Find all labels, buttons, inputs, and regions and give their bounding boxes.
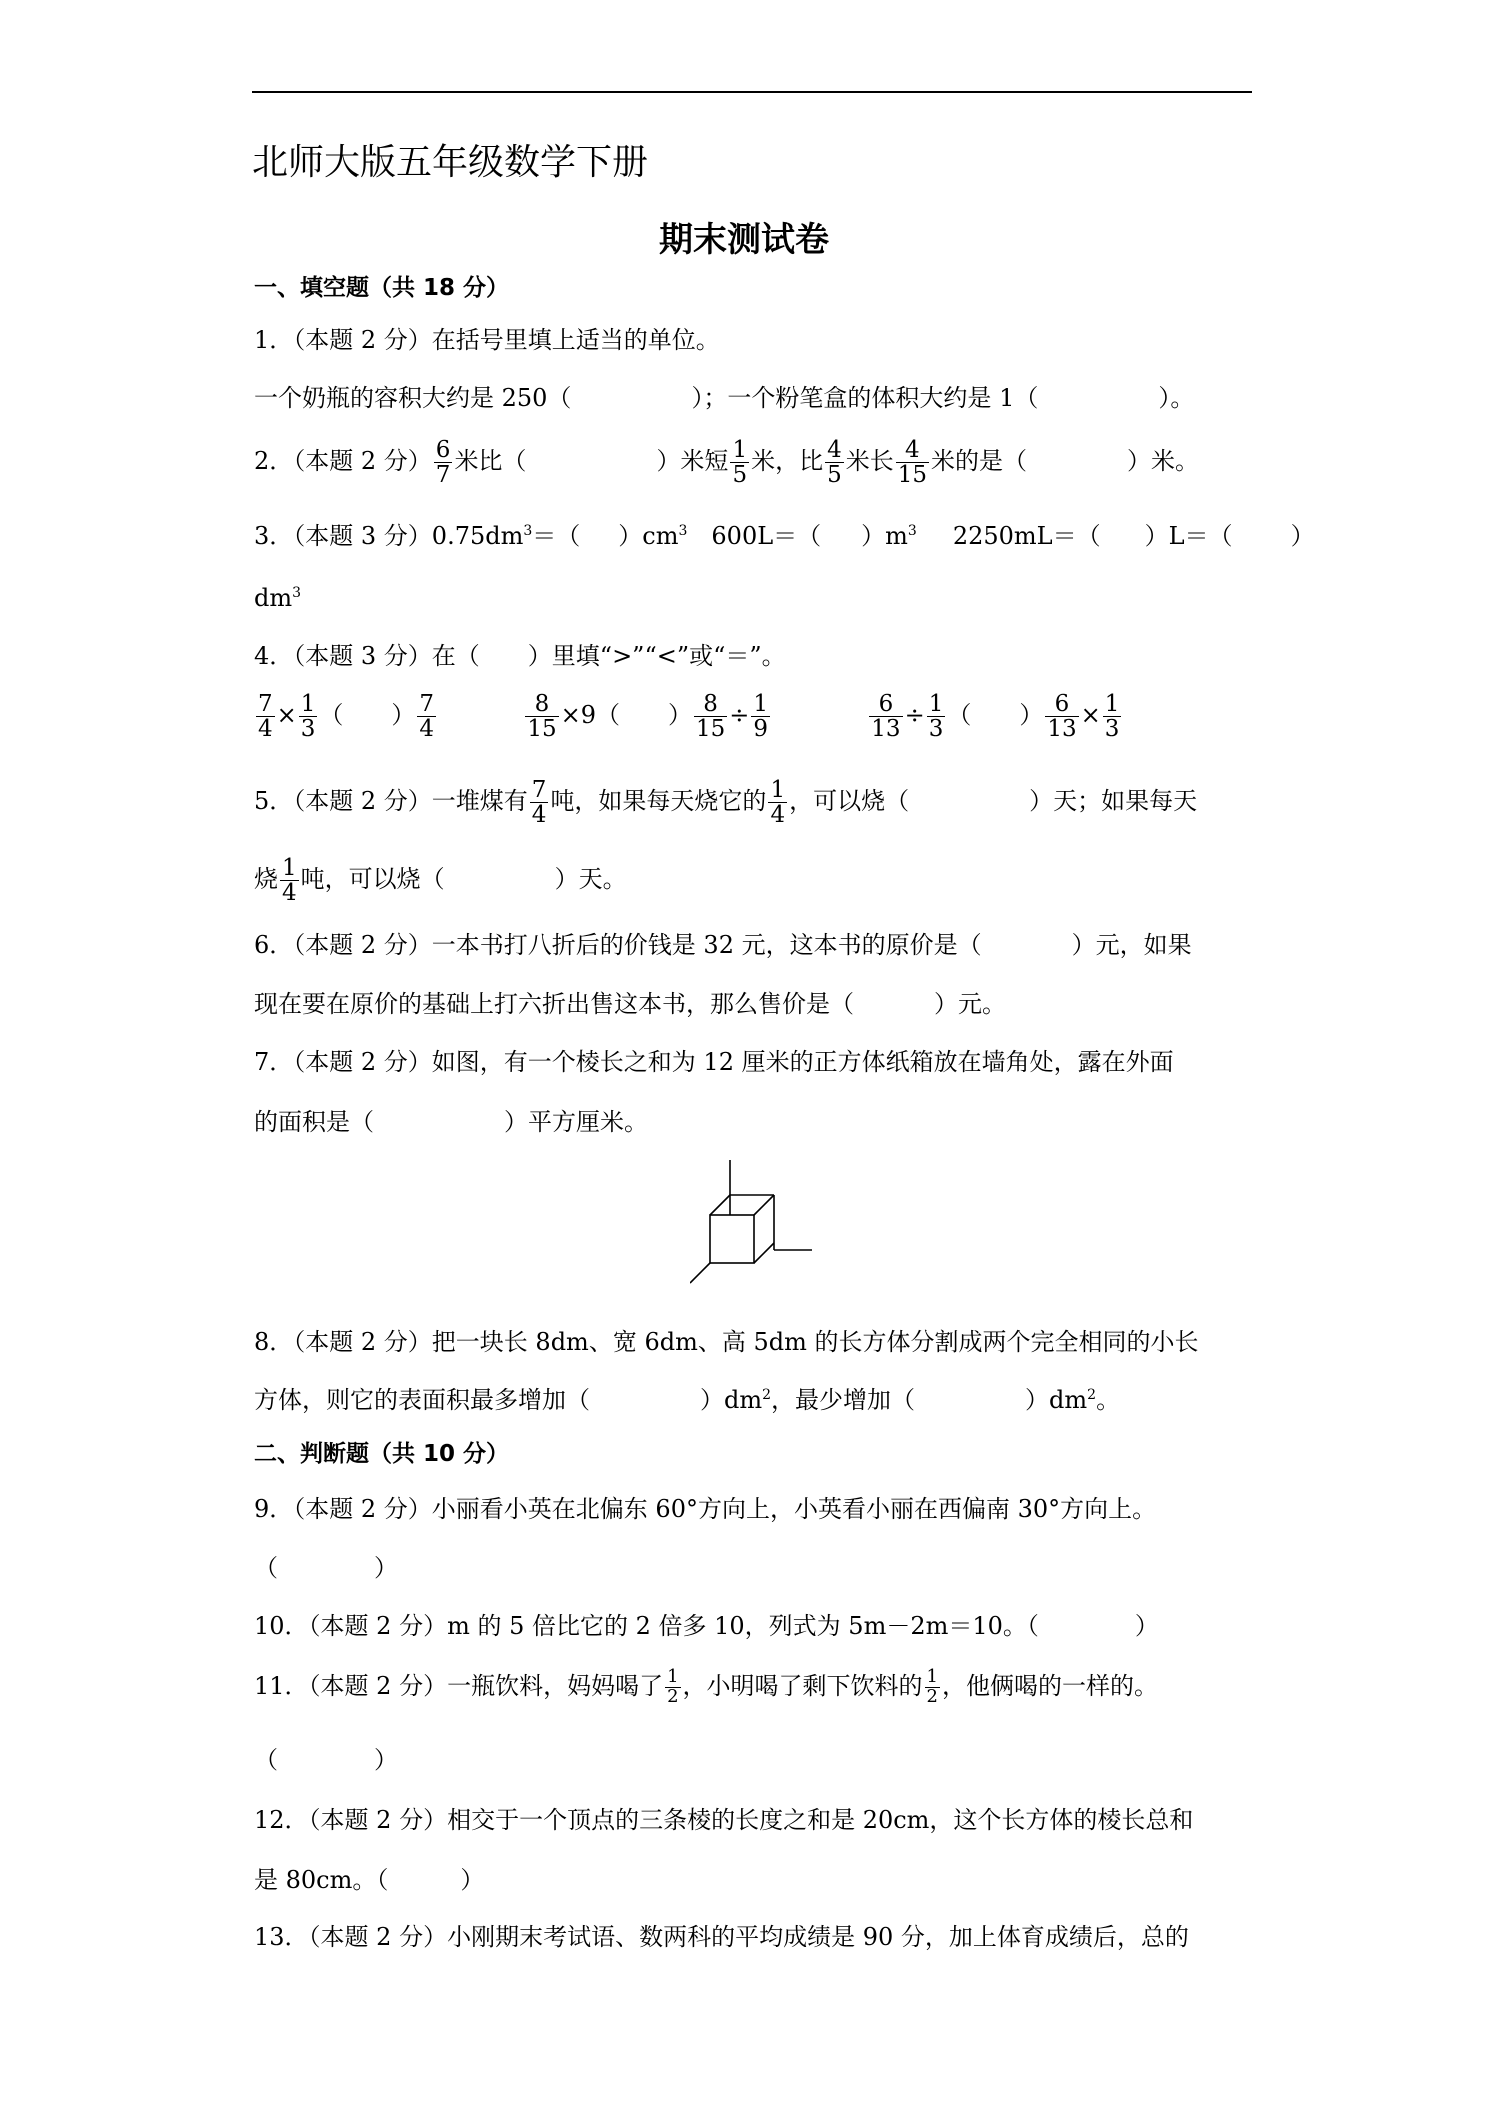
fraction: $\frac{8}{15}$ [695,691,726,743]
fraction: $\frac{4}{15}$ [897,437,927,489]
header-rule [252,91,1252,93]
exam-title: 期末测试卷 [659,220,829,260]
fraction: $\frac{1}{5}$ [732,437,748,489]
question-3: 3．（本题 3 分）$0.75dm^3=$（ ）$cm^3$ 600L＝（ ）$m^3$ 2250mL＝（ ）L＝（ ） [254,522,1315,550]
fraction: $\frac{1}{2}$ [926,1666,938,1707]
question-9: 9．（本题 2 分）小丽看小英在北偏东 60°方向上，小英看小丽在西偏南 30°方向上。 [254,1495,1157,1523]
question-5-line2: 烧 $\frac{1}{4}$ 吨，可以烧（ ）天。 [254,855,627,907]
question-3-wrap: $dm^3$ [254,584,302,612]
question-10: 10．（本题 2 分）m 的 5 倍比它的 2 倍多 10，列式为 5m－2m＝10。（ ） [254,1612,1159,1640]
question-6: 6．（本题 2 分）一本书打八折后的价钱是 32 元，这本书的原价是（ ）元，如果 [254,931,1192,959]
question-5: 5．（本题 2 分）一堆煤有 $\frac{7}{4}$ 吨，如果每天烧它的 $\frac{1}{4}$ ，可以烧（ ）天；如果每天 [254,777,1198,829]
fraction: $\frac{1}{9}$ [753,691,769,743]
fraction: $\frac{7}{4}$ [419,691,435,743]
question-2: 2．（本题 2 分） $\frac{6}{7}$ 米比（ ）米短 $\frac{1}{5}$ 米，比 $\frac{4}{5}$ 米长 $\frac{4}{15}$ 米的是（ ）米。 [254,437,1199,489]
section-true-false-title: 二、判断题（共 10 分） [254,1441,510,1467]
fraction: $\frac{1}{3}$ [928,691,944,743]
question-11-answer: （ ） [254,1746,398,1774]
fraction: $\frac{1}{3}$ [1104,691,1120,743]
fraction: $\frac{6}{7}$ [435,437,451,489]
fraction: $\frac{8}{15}$ [527,691,557,743]
question-7-line2: 的面积是（ ）平方厘米。 [254,1108,648,1136]
question-6-line2: 现在要在原价的基础上打六折出售这本书，那么售价是（ ）元。 [254,990,1006,1018]
question-1: 1．（本题 2 分）在括号里填上适当的单位。 [254,326,720,354]
question-12: 12．（本题 2 分）相交于一个顶点的三条棱的长度之和是 20cm，这个长方体的棱长总和 [254,1806,1194,1834]
cube-corner-diagram [690,1160,820,1300]
question-11: 11．（本题 2 分）一瓶饮料，妈妈喝了 $\frac{1}{2}$ ，小明喝了剩下饮料的 $\frac{1}{2}$ ，他俩喝的一样的。 [254,1666,1158,1707]
fraction: $\frac{7}{4}$ [258,691,273,743]
question-1-line2: 一个奶瓶的容积大约是 250（ ）；一个粉笔盒的体积大约是 1（ ）。 [254,384,1195,412]
fraction: $\frac{1}{4}$ [282,855,297,907]
question-12-line2: 是 80cm。（ ） [254,1866,485,1894]
question-8-line2: 方体，则它的表面积最多增加（ ）$dm^2$，最少增加（ ）$dm^2$。 [254,1386,1121,1414]
question-8: 8．（本题 2 分）把一块长 8dm、宽 6dm、高 5dm 的长方体分割成两个完全相同的小长 [254,1328,1199,1356]
question-7: 7．（本题 2 分）如图，有一个棱长之和为 12 厘米的正方体纸箱放在墙角处，露在外面 [254,1048,1174,1076]
fraction: $\frac{1}{4}$ [770,777,786,829]
section-fill-blank-title: 一、填空题（共 18 分） [254,275,510,301]
fraction: $\frac{7}{4}$ [531,777,547,829]
question-4: 4．（本题 3 分）在（ ）里填“>”“<”或“＝”。 [254,642,786,670]
fraction: $\frac{1}{2}$ [667,1666,679,1707]
fraction: $\frac{1}{3}$ [300,691,316,743]
fraction: $\frac{6}{13}$ [1047,691,1077,743]
question-9-answer: （ ） [254,1554,398,1582]
fraction: $\frac{6}{13}$ [871,691,901,743]
question-13: 13．（本题 2 分）小刚期末考试语、数两科的平均成绩是 90 分，加上体育成绩后，总的 [254,1923,1189,1951]
fraction: $\frac{4}{5}$ [827,437,842,489]
question-4-expressions: $\frac{7}{4}$ × $\frac{1}{3}$ （ ） $\frac{7}{4}$ $\frac{8}{15}$ ×9（ ） $\frac{8}{15}$ ÷ $\frac{1}{9}$ $\frac{6}{13}$ ÷ $\frac{1}{3}$ （ ） $\frac{6}{13}$ × $\frac{1}{3}$ [258,691,1120,743]
book-title: 北师大版五年级数学下册 [252,142,649,183]
